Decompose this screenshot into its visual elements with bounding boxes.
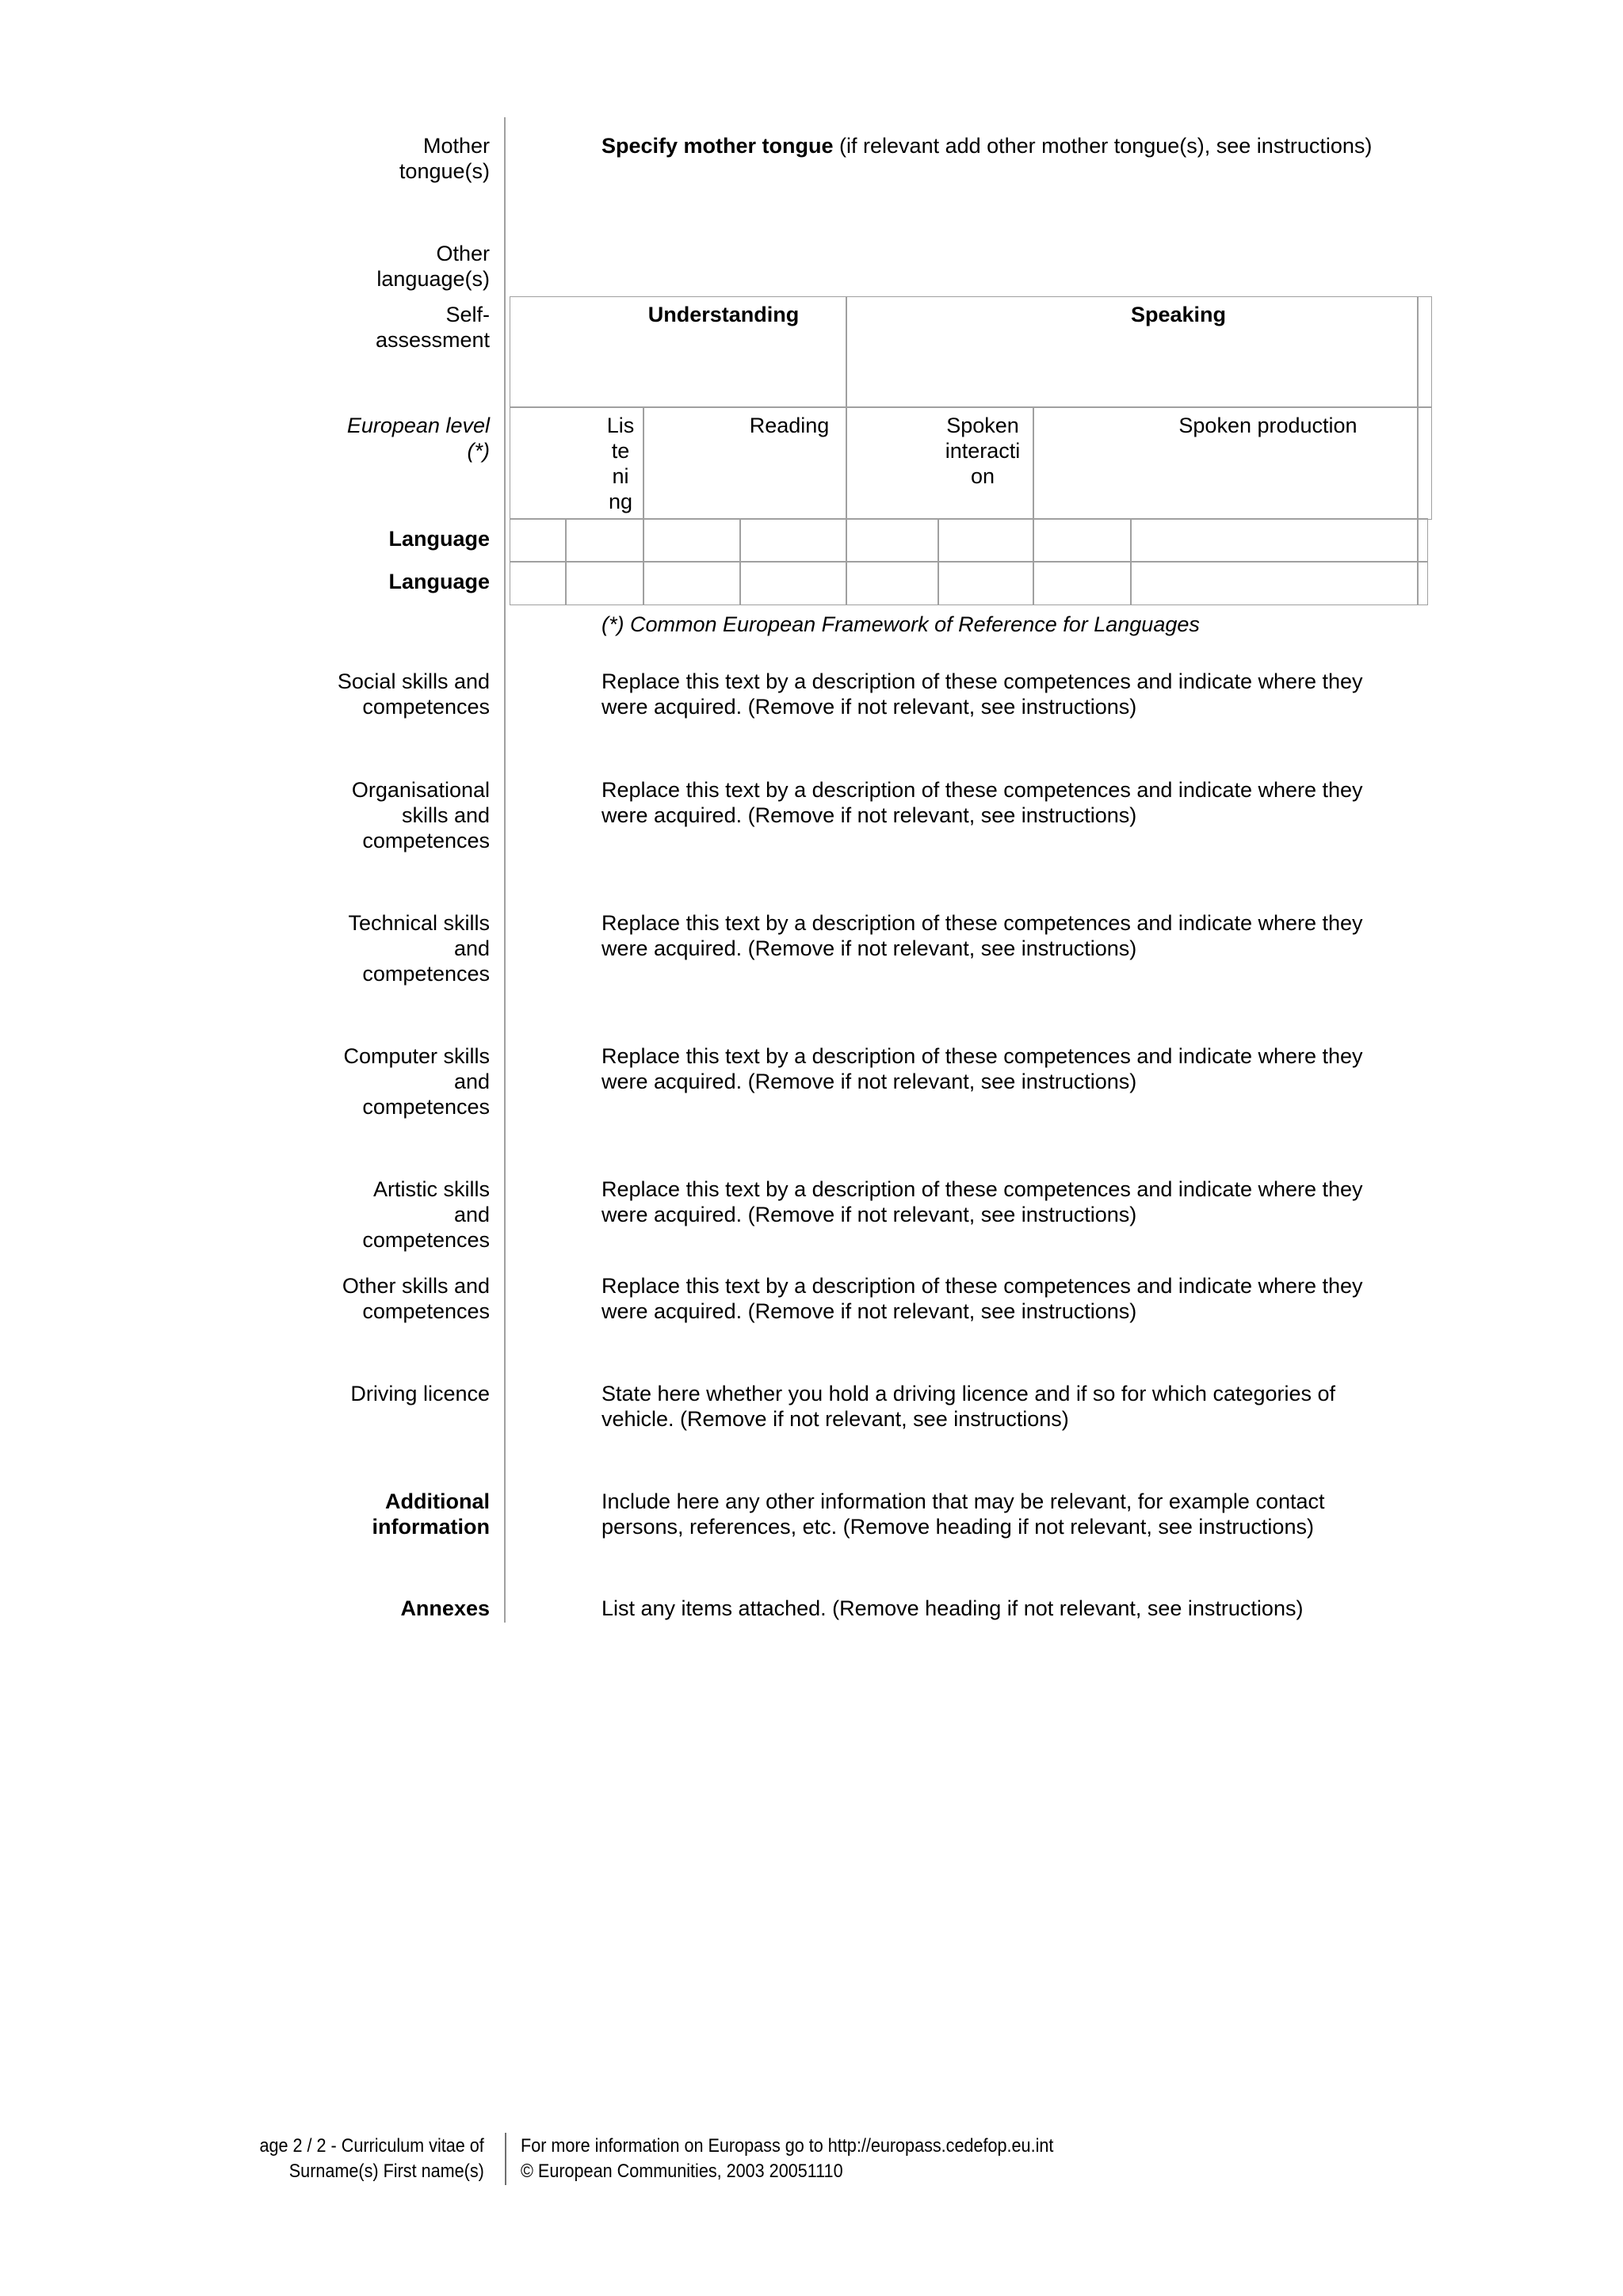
european-level-label: European level (*): [346, 414, 490, 463]
language-2-cell: [643, 561, 741, 605]
artistic-skills-text: Replace this text by a description of these competences and indicate where they were acquired. (Remove if not relevant, see instructions): [601, 1177, 1363, 1226]
spoken-production-header: Spoken production: [1178, 414, 1358, 437]
language-1-cell: [1130, 518, 1419, 563]
mother-tongue-text: [601, 133, 1372, 158]
annexes-text: List any items attached. (Remove heading if not relevant, see instructions): [601, 1596, 1304, 1620]
computer-skills-label: Computer skills and competences: [343, 1044, 490, 1119]
additional-information-text: Include here any other information that may be relevant, for example contact persons, references, etc. (Remove heading if not relevant, see instructions): [601, 1489, 1325, 1539]
language-1-cell: [565, 518, 644, 563]
other-languages-label: Other language(s): [376, 242, 490, 291]
social-skills-text: Replace this text by a description of these competences and indicate where they were acquired. (Remove if not relevant, see instructions): [601, 669, 1363, 719]
social-skills-label: Social skills and competences: [337, 669, 490, 719]
annexes-label: Annexes: [400, 1596, 490, 1620]
column-divider: [504, 117, 506, 1623]
driving-licence-label: Driving licence: [350, 1382, 490, 1405]
language-1-cell: [643, 518, 741, 563]
footer-europass-info: For more information on Europass go to http://europass.cedefop.eu.int © European Communities, 2003 20051110: [521, 2135, 1054, 2182]
organisational-skills-label: Organisational skills and competences: [351, 778, 490, 852]
language-row-label-2: Language: [388, 570, 490, 593]
language-2-cell: [1417, 561, 1428, 605]
language-1-cell: [1417, 518, 1428, 563]
language-2-cell: [739, 561, 847, 605]
other-skills-label: Other skills and competences: [342, 1274, 490, 1323]
language-2-cell: [1130, 561, 1419, 605]
technical-skills-label: Technical skills and competences: [348, 911, 490, 986]
language-2-cell: [565, 561, 644, 605]
language-1-cell: [739, 518, 847, 563]
language-1-cell: [1033, 518, 1132, 563]
language-2-cell: [1033, 561, 1132, 605]
computer-skills-text: Replace this text by a description of these competences and indicate where they were acquired. (Remove if not relevant, see instructions): [601, 1044, 1363, 1093]
organisational-skills-text: Replace this text by a description of these competences and indicate where they were acquired. (Remove if not relevant, see instructions): [601, 778, 1363, 827]
understanding-header: Understanding: [647, 303, 800, 326]
mother-tongue-bold: Specify mother tongue: [601, 134, 834, 158]
speaking-header: Speaking: [1130, 303, 1227, 326]
additional-information-label: Additional information: [372, 1489, 490, 1539]
driving-licence-text: State here whether you hold a driving licence and if so for which categories of vehicle. (Remove if not relevant, see instructions): [601, 1382, 1336, 1431]
reading-header: Reading: [749, 414, 830, 437]
other-skills-text: Replace this text by a description of these competences and indicate where they were acquired. (Remove if not relevant, see instructions): [601, 1274, 1363, 1323]
self-assessment-label: Self- assessment: [375, 303, 490, 352]
spoken-interaction-header: Spoken interacti on: [945, 414, 1021, 488]
language-1-cell: [510, 518, 567, 563]
mother-tongue-label: Mother tongue(s): [399, 134, 490, 183]
language-2-cell: [938, 561, 1034, 605]
footer-divider: [505, 2133, 506, 2185]
technical-skills-text: Replace this text by a description of these competences and indicate where they were acquired. (Remove if not relevant, see instructions): [601, 911, 1363, 960]
language-1-cell: [846, 518, 939, 563]
listening-header: Lis te ni ng: [606, 414, 635, 513]
language-2-cell: [846, 561, 939, 605]
cefr-footnote: (*) Common European Framework of Reference for Languages: [601, 612, 1200, 636]
artistic-skills-label: Artistic skills and competences: [362, 1177, 490, 1252]
footer-page-info: age 2 / 2 - Curriculum vitae of Surname(s) First name(s): [259, 2135, 484, 2182]
language-2-cell: [510, 561, 567, 605]
language-row-label-1: Language: [388, 527, 490, 551]
language-1-cell: [938, 518, 1034, 563]
mother-tongue-rest: (if relevant add other mother tongue(s), see instructions): [833, 134, 1373, 158]
